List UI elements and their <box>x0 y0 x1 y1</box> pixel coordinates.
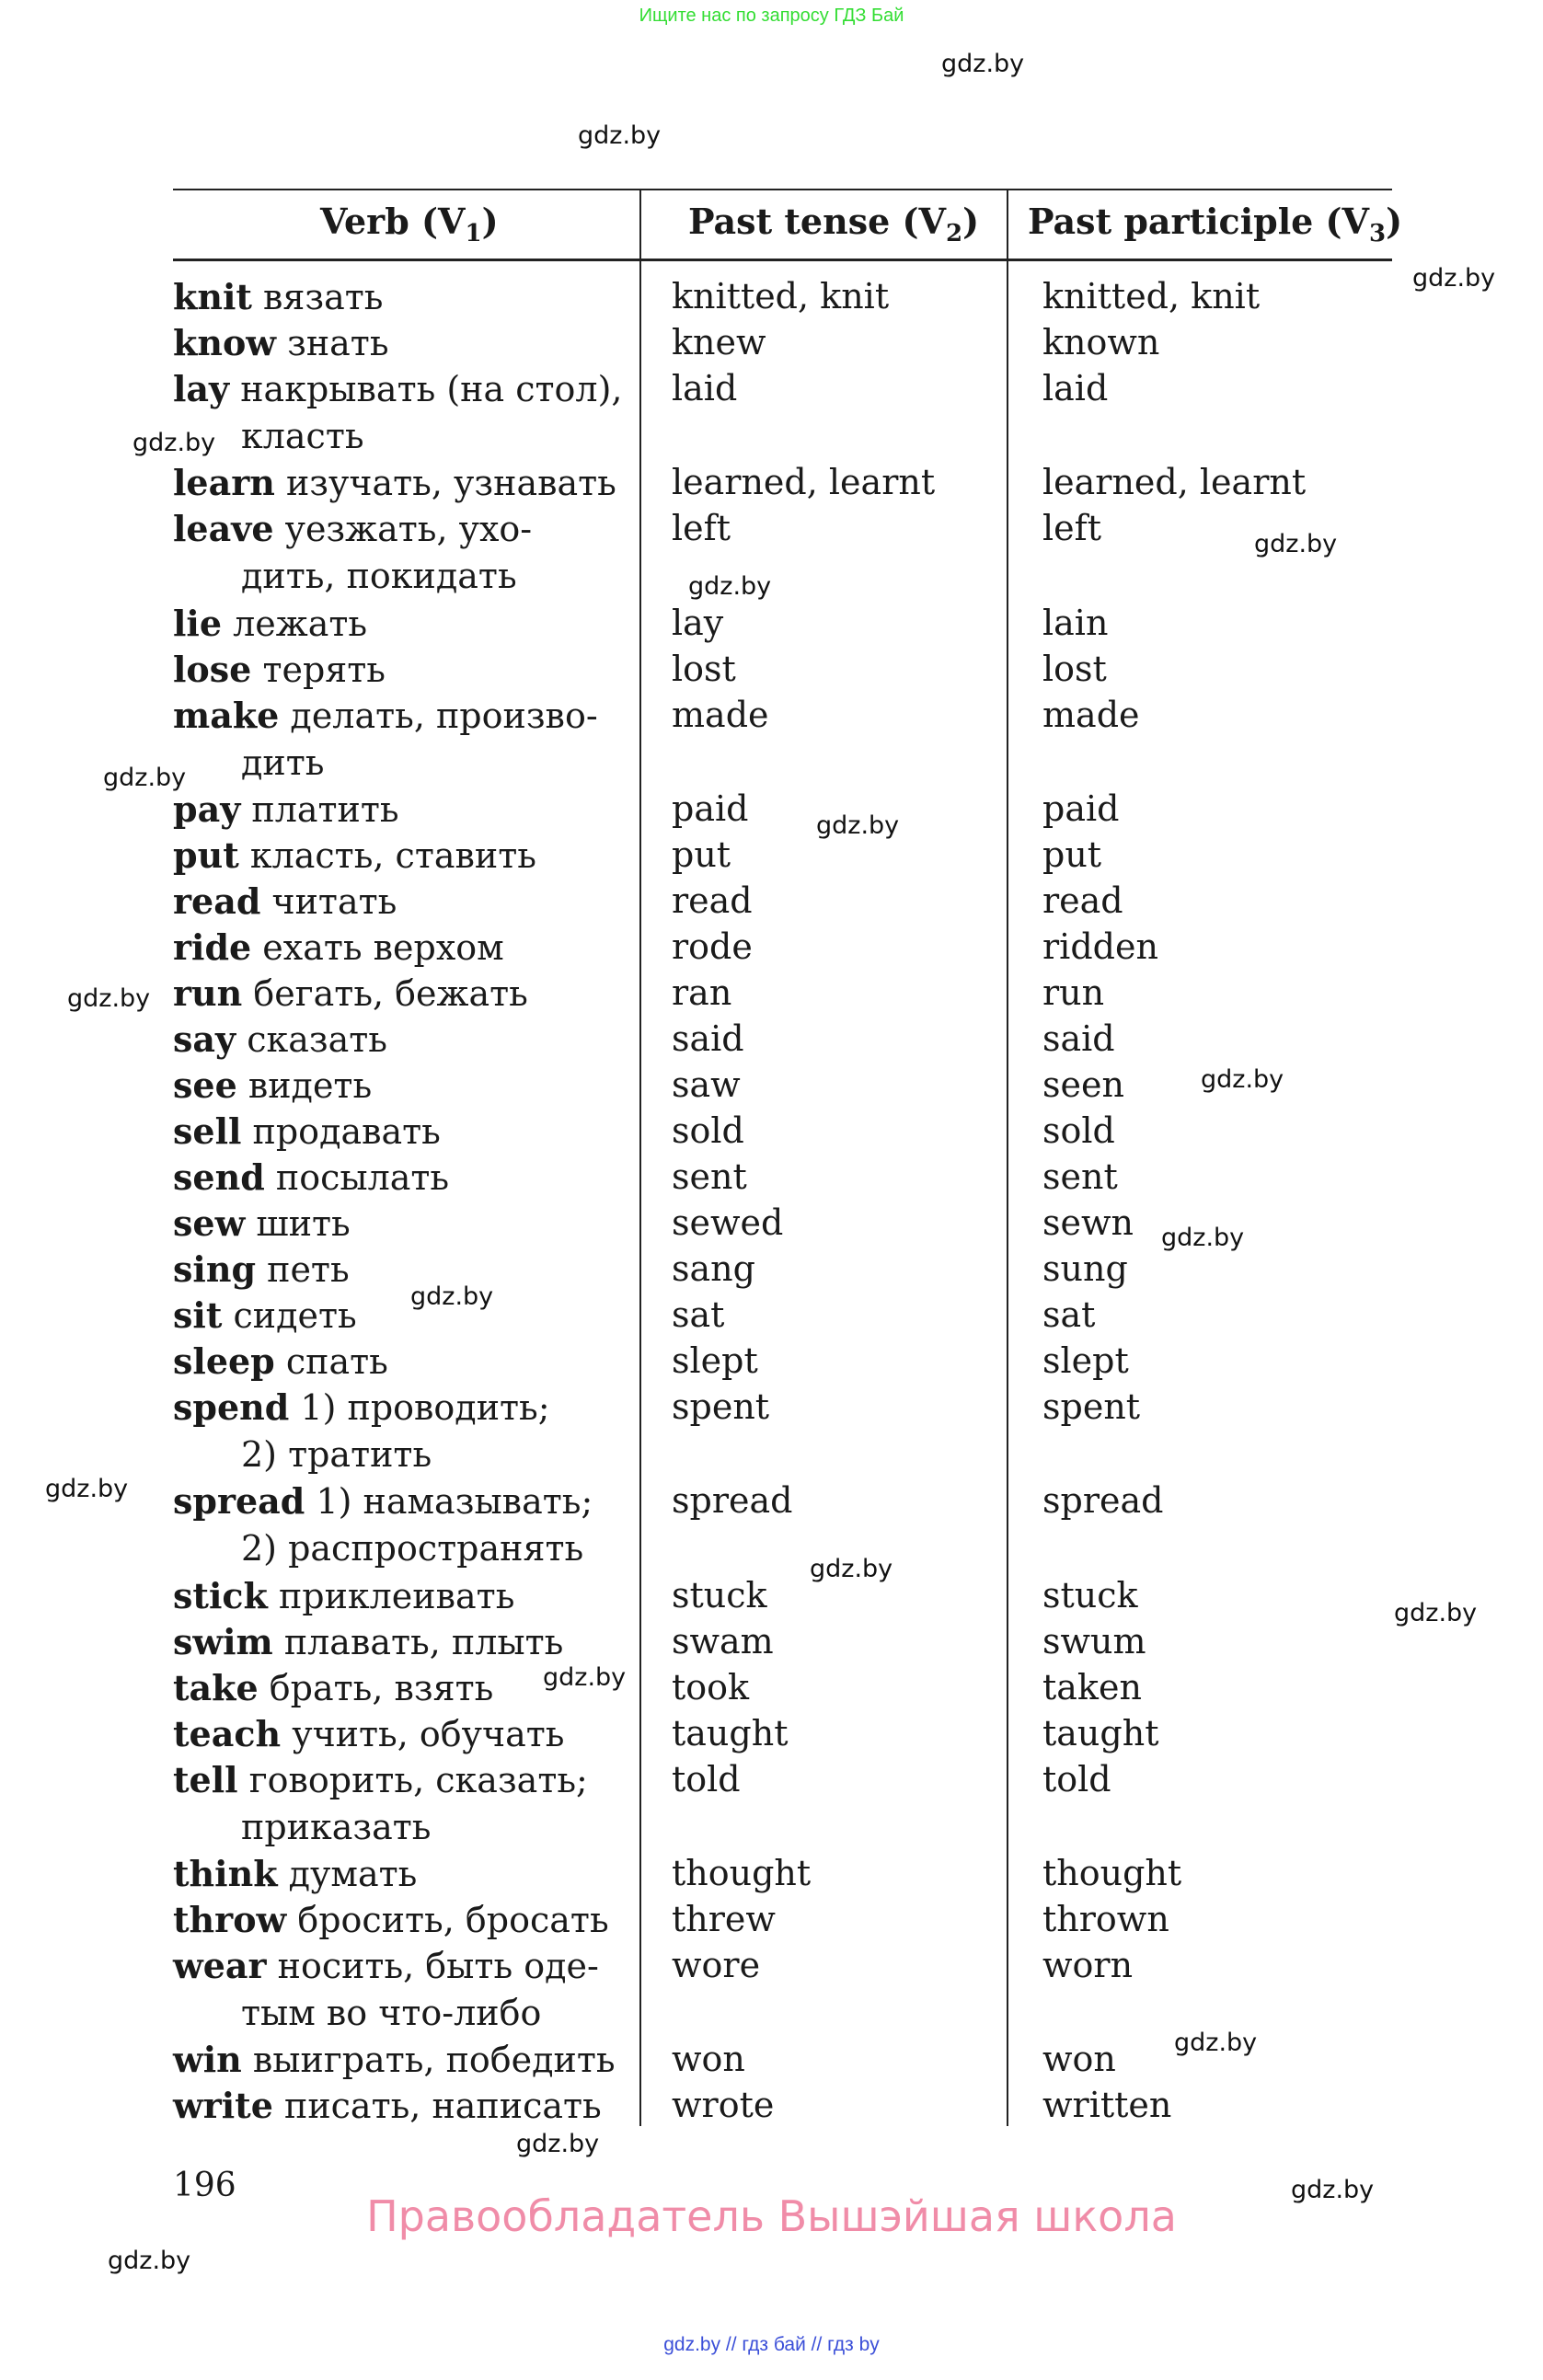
table-top-rule <box>173 189 1392 190</box>
table-row: read читать read read <box>173 880 1123 922</box>
watermark: gdz.by <box>688 572 772 601</box>
row-continuation: 2) распространять <box>241 1528 584 1569</box>
table-row: think думать thought thought <box>173 1853 1182 1894</box>
watermark: gdz.by <box>543 1663 627 1692</box>
table-row: sit сидеть sat sat <box>173 1294 1096 1336</box>
table-row: lay накрывать (на стол), laid laid <box>173 368 1109 409</box>
watermark: gdz.by <box>103 764 187 792</box>
watermark: gdz.by <box>578 121 662 150</box>
watermark: gdz.by <box>810 1555 893 1583</box>
table-row: send посылать sent sent <box>173 1156 1118 1198</box>
row-continuation: 2) тратить <box>241 1434 432 1475</box>
table-row: swim плавать, плыть swam swum <box>173 1621 1146 1662</box>
table-row: take брать, взять took taken <box>173 1667 1142 1708</box>
table-row: know знать knew known <box>173 322 1160 363</box>
table-row: say сказать said said <box>173 1018 1115 1060</box>
watermark: gdz.by <box>1174 2029 1258 2057</box>
watermark: gdz.by <box>516 2130 600 2158</box>
watermark: gdz.by <box>67 984 151 1013</box>
watermark: gdz.by <box>816 811 900 840</box>
row-continuation: приказать <box>241 1807 432 1847</box>
watermark: gdz.by <box>1412 264 1496 293</box>
watermark: gdz.by <box>1201 1065 1284 1094</box>
row-continuation: дить <box>241 742 325 783</box>
table-row: see видеть saw seen <box>173 1064 1124 1106</box>
watermark: gdz.by <box>1291 2176 1375 2204</box>
footer-links[interactable]: gdz.by // гдз бай // гдз by <box>663 2334 880 2355</box>
table-row: spread 1) намазывать; spread spread <box>173 1480 1164 1522</box>
table-row: spend 1) проводить; spent spent <box>173 1386 1141 1428</box>
watermark: gdz.by <box>108 2247 191 2275</box>
row-continuation: дить, покидать <box>241 556 517 596</box>
copyright-notice: Правообладатель Вышэйшая школа <box>366 2191 1177 2241</box>
header-past-participle: Past participle $(V_3)$ <box>1028 201 1403 247</box>
watermark: gdz.by <box>410 1282 494 1311</box>
header-past-tense: Past tense $(V_2)$ <box>688 201 980 247</box>
header-verb: Verb $(V_1)$ <box>320 201 499 247</box>
table-row: stick приклеивать stuck stuck <box>173 1575 1138 1616</box>
table-row: win выиграть, победить won won <box>173 2039 1116 2080</box>
table-row: throw бросить, бросать threw thrown <box>173 1899 1169 1940</box>
table-row: sell продавать sold sold <box>173 1110 1115 1152</box>
table-row: knit вязать knitted, knit knitted, knit <box>173 276 1261 317</box>
watermark: gdz.by <box>941 50 1025 78</box>
table-row: put класть, ставить put put <box>173 834 1102 876</box>
table-row: run бегать, бежать ran run <box>173 972 1105 1014</box>
watermark: gdz.by <box>45 1475 129 1503</box>
row-continuation: класть <box>241 416 364 456</box>
table-row: sew шить sewed sewn <box>173 1202 1134 1244</box>
table-row: sleep спать slept slept <box>173 1340 1129 1382</box>
watermark: gdz.by <box>1394 1599 1478 1627</box>
row-continuation: тым во что-либо <box>241 1993 542 2033</box>
table-row: write писать, написать wrote written <box>173 2085 1172 2126</box>
table-row: learn изучать, узнавать learned, learnt learned, learnt <box>173 462 1307 503</box>
top-banner[interactable]: Ищите нас по запросу ГДЗ Бай <box>639 6 904 26</box>
page-number: 196 <box>173 2167 236 2204</box>
table-row: ride ехать верхом rode ridden <box>173 926 1158 968</box>
watermark: gdz.by <box>1161 1224 1245 1252</box>
table-row: lose терять lost lost <box>173 649 1107 690</box>
watermark: gdz.by <box>1254 530 1338 558</box>
table-row: tell говорить, сказать; told told <box>173 1759 1111 1800</box>
table-row: pay платить paid paid <box>173 788 1120 830</box>
table-row: sing петь sang sung <box>173 1248 1128 1290</box>
watermark: gdz.by <box>132 429 216 457</box>
table-row: leave уезжать, ухо- left left <box>173 508 1101 549</box>
table-row: lie лежать lay lain <box>173 603 1109 644</box>
table-row: wear носить, быть оде- wore worn <box>173 1945 1134 1986</box>
table-row: make делать, произво- made made <box>173 695 1140 736</box>
table-header-rule <box>173 259 1392 261</box>
table-row: teach учить, обучать taught taught <box>173 1713 1159 1754</box>
